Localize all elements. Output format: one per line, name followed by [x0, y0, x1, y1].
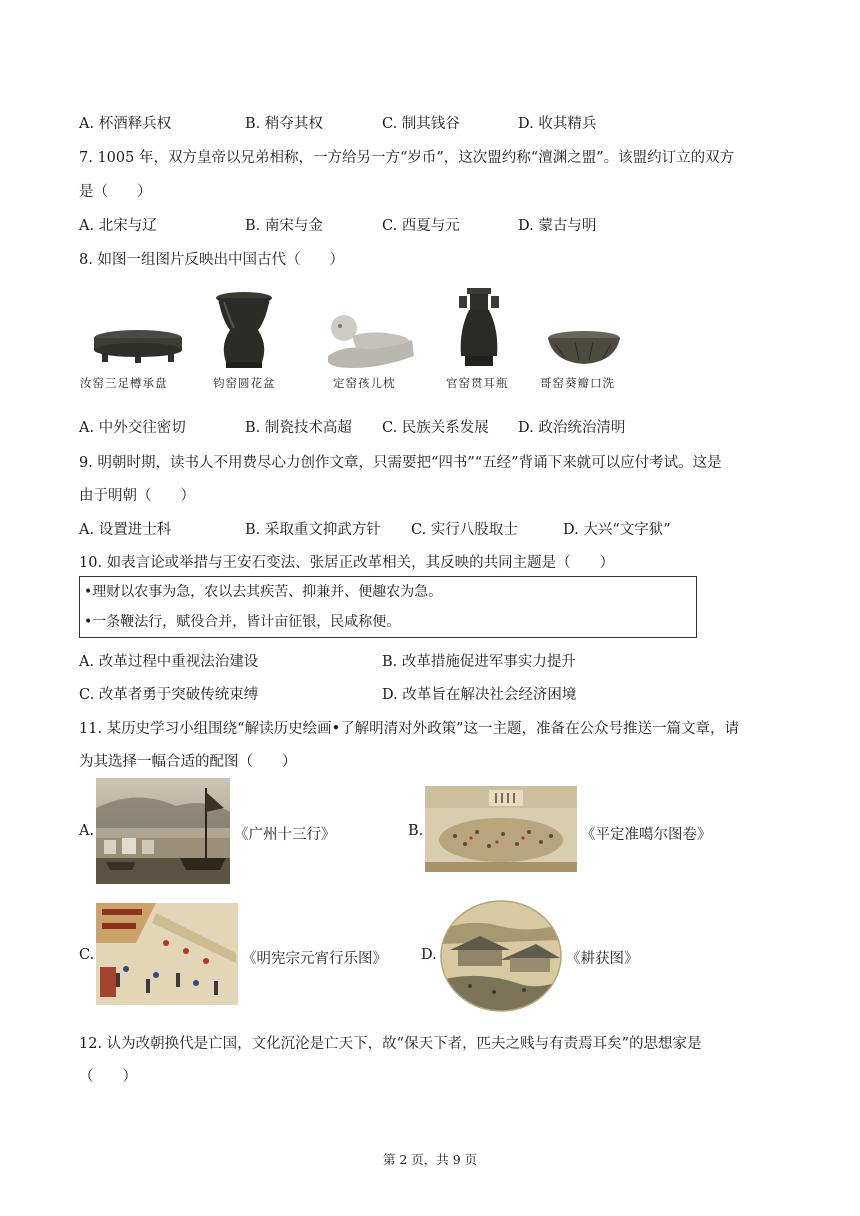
q8-option-d: D. 政治统治清明 — [518, 420, 626, 436]
q10-quote-1: •理财以农事为急，农以去其疾苦、抑兼并、便趣农为急。 — [84, 584, 443, 600]
q7-stem-line1: 7. 1005 年，双方皇帝以兄弟相称，一方给另一方“岁币”，这次盟约称“澶渊之盟”。该盟约订立的双方 — [79, 150, 735, 166]
page-number-footer: 第 2 页，共 9 页 — [382, 1152, 478, 1167]
ding-kiln-caption: 定窑孩儿枕 — [333, 376, 396, 390]
q11-title-a: 《广州十三行》 — [234, 827, 336, 843]
q8-option-a: A. 中外交往密切 — [79, 420, 186, 436]
q11-title-d: 《耕获图》 — [566, 951, 639, 967]
q10-option-c: C. 改革者勇于突破传统束缚 — [79, 687, 259, 703]
jun-kiln-flowerpot-image — [212, 290, 276, 372]
guangzhou-thirteen-hongs-painting — [96, 778, 230, 884]
q7-stem-line2: 是（ ） — [79, 184, 152, 200]
q12-stem-line2: （ ） — [79, 1069, 137, 1085]
q6-option-b: B. 稍夺其权 — [245, 116, 323, 132]
q11-stem-line2: 为其选择一幅合适的配图（ ） — [79, 754, 297, 770]
q7-option-a: A. 北宋与辽 — [79, 218, 157, 234]
q9-option-d: D. 大兴“文字狱” — [563, 522, 671, 538]
guan-kiln-caption: 官窑贯耳瓶 — [446, 376, 509, 390]
q10-quote-box — [79, 576, 697, 638]
q11-label-a: A. — [79, 823, 95, 839]
q10-option-b: B. 改革措施促进军事实力提升 — [382, 654, 576, 670]
q7-option-c: C. 西夏与元 — [382, 218, 460, 234]
q6-option-d: D. 收其精兵 — [518, 116, 597, 132]
q10-stem: 10. 如表言论或举措与王安石变法、张居正改革相关，其反映的共同主题是（ ） — [79, 555, 615, 571]
q10-option-d: D. 改革旨在解决社会经济困境 — [382, 687, 577, 703]
q10-quote-2: •一条鞭法行，赋役合并，皆计亩征银，民咸称便。 — [84, 614, 401, 630]
q11-label-d: D. — [421, 947, 437, 963]
ge-kiln-caption: 哥窑葵瓣口洗 — [540, 376, 615, 390]
ru-kiln-caption: 汝窑三足樽承盘 — [80, 376, 168, 390]
q9-stem-line2: 由于明朝（ ） — [79, 488, 195, 504]
ding-kiln-pillow-image — [322, 306, 418, 372]
ge-kiln-washer-image — [545, 328, 623, 370]
q9-option-a: A. 设置进士科 — [79, 522, 172, 538]
q7-option-b: B. 南宋与金 — [245, 218, 323, 234]
pacifying-dzungar-painting — [425, 786, 577, 872]
q8-stem: 8. 如图一组图片反映出中国古代（ ） — [79, 252, 344, 268]
ming-xianzong-lantern-festival-painting — [96, 903, 238, 1005]
q6-option-c: C. 制其钱谷 — [382, 116, 460, 132]
q11-title-b: 《平定准噶尔图卷》 — [581, 827, 712, 843]
q9-option-b: B. 采取重文抑武方针 — [245, 522, 381, 538]
tilling-and-harvest-painting — [440, 900, 562, 1012]
q8-option-b: B. 制瓷技术高超 — [245, 420, 352, 436]
q9-stem-line1: 9. 明朝时期，读书人不用费尽心力创作文章，只需要把“四书”“五经”背诵下来就可以应付考试。这是 — [79, 455, 722, 471]
q6-option-a: A. 杯酒释兵权 — [79, 116, 172, 132]
q7-option-d: D. 蒙古与明 — [518, 218, 597, 234]
q11-label-b: B. — [408, 823, 424, 839]
q10-option-a: A. 改革过程中重视法治建设 — [79, 654, 259, 670]
jun-kiln-caption: 钧窑圆花盆 — [213, 376, 276, 390]
q9-option-c: C. 实行八股取士 — [411, 522, 518, 538]
q12-stem-line1: 12. 认为改朝换代是亡国，文化沉沦是亡天下，故“保天下者，匹夫之贱与有责焉耳矣”的思想家是 — [79, 1036, 702, 1052]
ru-kiln-tray-image — [88, 320, 188, 370]
q11-label-c: C. — [79, 947, 95, 963]
guan-kiln-vase-image — [455, 286, 503, 372]
q11-title-c: 《明宪宗元宵行乐图》 — [242, 951, 387, 967]
q8-option-c: C. 民族关系发展 — [382, 420, 489, 436]
q11-stem-line1: 11. 某历史学习小组围绕“解读历史绘画•了解明清对外政策”这一主题，准备在公众号推送一篇文章，请 — [79, 721, 740, 737]
